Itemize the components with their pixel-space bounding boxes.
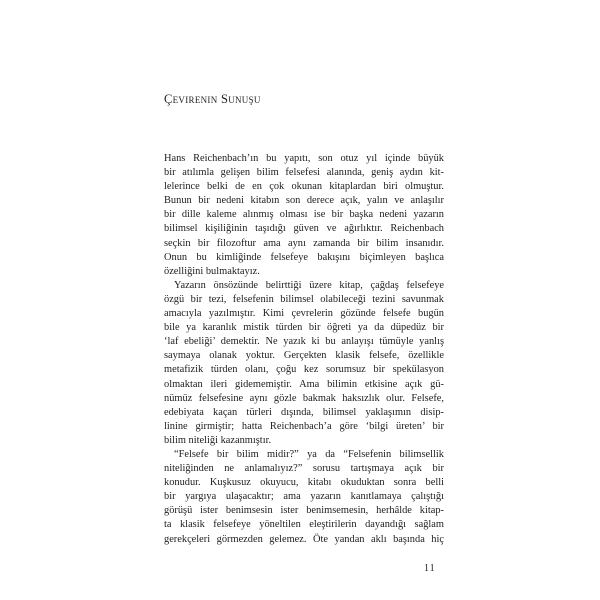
text-line: bilimsel kişiliğinin taşıdığı güven ve ağırlıktır. Reichenbach [164, 223, 444, 235]
text-line: görüşü ister benimsesin ister benimsemesin, herhâlde kitap- [164, 505, 444, 517]
text-line: Onun bu kimliğinde felsefeye bakışını biçimleyen başlıca [164, 251, 444, 263]
text-line: ‘laf ebeliği’ demektir. Ne yazık ki bu anlayışı tümüyle yanlış [164, 336, 444, 348]
text-line: gerekçeleri görmezden gelemez. Öte yandan aklı başında hiç [164, 533, 444, 545]
text-line: bir yargıya ulaşacaktır; ama yazarın kanıtlamaya çalıştığı [164, 491, 444, 503]
text-line: amacıyla yazılmıştır. Kimi çevrelerin gözünde felsefe bugün [164, 308, 444, 320]
text-line: özelliğini bulmaktayız. [164, 265, 260, 277]
text-line: bile ya karanlık mistik türden bir öğreti ya da düpedüz bir [164, 322, 444, 334]
text-line: Yazarın önsözünde belirttiği üzere kitap, çağdaş felsefeye [174, 279, 444, 291]
text-line: “Felsefe bir bilim midir?” ya da “Felsefenin bilimsellik [174, 448, 444, 460]
text-line: edebiyata kaçan türleri dışında, bilimsel yaklaşımın disip- [164, 406, 444, 418]
text-line: saymaya olanak yoktur. Gerçekten klasik felsefe, özellikle [164, 350, 444, 362]
text-line: olmaktan ileri gidememiştir. Ama bilimin etkisine açık gü- [164, 378, 444, 390]
page-number: 11 [424, 563, 436, 574]
text-line: ta klasik felsefeye yöneltilen eleştirilerin dayandığı sağlam [164, 519, 444, 531]
text-line: bilim niteliği kazanmıştır. [164, 434, 272, 446]
text-line: niteliğinden ne anlamalıyız?” sorusu tartışmaya açık bir [164, 463, 444, 475]
text-line: linine girmiştir; hatta Reichenbach’a göre ‘bilgi üreten’ bir [164, 420, 444, 432]
text-line: Bunun bir nedeni kitabın son derece açık, yalın ve anlaşılır [164, 195, 444, 207]
text-line: nümüz felsefesine aynı gözle bakmak haksızlık olur. Felsefe, [164, 392, 444, 404]
text-line: metafizik türden olanı, çoğu kez sorumsuz bir spekülasyon [164, 364, 444, 376]
text-line: lelerince belki de en çok okunan kitaplardan biri olmuştur. [164, 181, 444, 193]
text-line: seçkin bir filozoftur ama aynı zamanda bir bilim insanıdır. [164, 237, 444, 249]
text-line: konudur. Kuşkusuz okuyucu, kitabı okuduktan sonra belli [164, 477, 444, 489]
text-line: bir atılımla gelişen bilim felsefesi alanında, geniş aydın kit- [164, 167, 444, 179]
chapter-heading: Çevirenin Sunuşu [164, 92, 261, 106]
text-line: Hans Reichenbach’ın bu yapıtı, son otuz yıl içinde büyük [164, 153, 444, 164]
text-line: bir dille kaleme alınmış olması ise bir başka nedeni yazarın [164, 209, 444, 221]
body-text [164, 152, 444, 547]
text-line: özgü bir tezi, felsefenin bilimsel olabileceği tezini savunmak [164, 293, 444, 305]
